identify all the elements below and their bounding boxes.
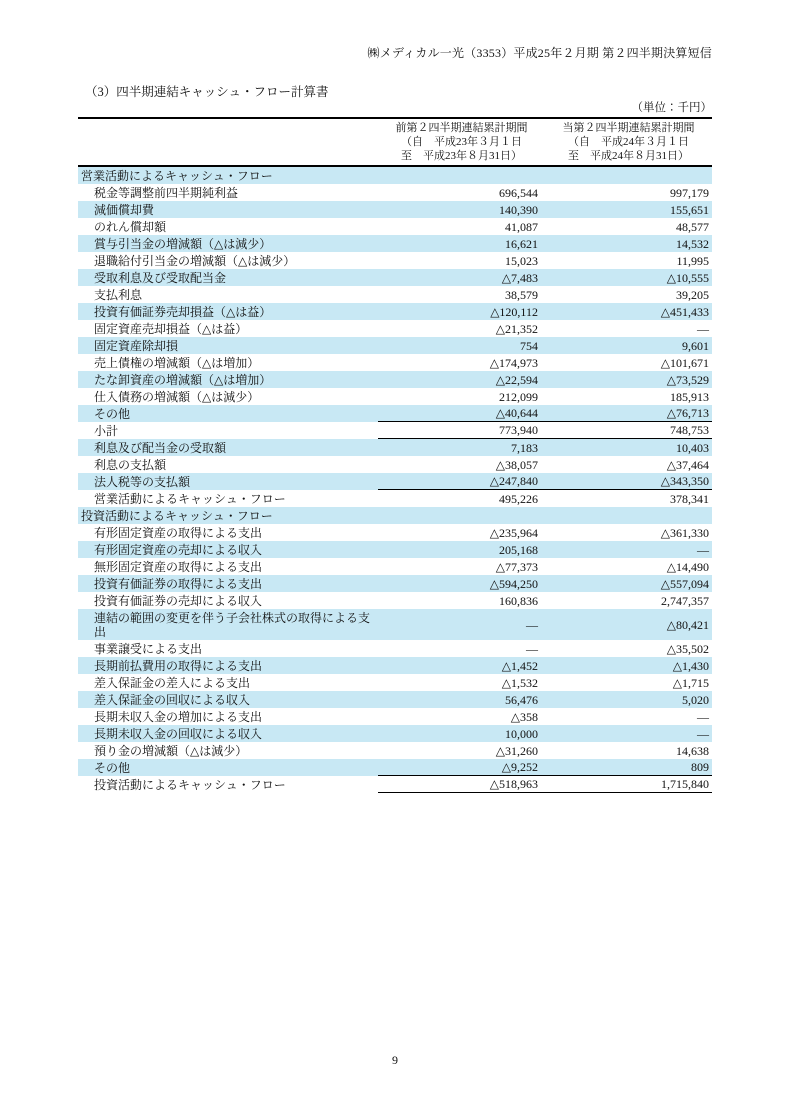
row-label: 利息及び配当金の受取額	[94, 440, 227, 455]
row-value-current: △14,490	[666, 559, 709, 574]
table-row	[78, 218, 712, 235]
row-value-current: △557,094	[660, 576, 709, 591]
current-period-title: 当第２四半期連結累計期間	[562, 122, 695, 134]
row-value-current: △10,555	[666, 270, 709, 285]
row-value-current: △80,421	[666, 617, 709, 632]
row-value-previous: △21,352	[495, 321, 538, 336]
table-row	[78, 490, 712, 507]
row-label: 連結の範囲の変更を伴う子会社株式の取得による支出	[94, 610, 371, 639]
row-value-previous: △77,373	[495, 559, 538, 574]
table-row	[78, 354, 712, 371]
row-label: その他	[94, 406, 131, 421]
row-value-previous: △174,973	[489, 355, 538, 370]
row-value-previous: 7,183	[511, 440, 538, 455]
row-value-current: △76,713	[545, 405, 712, 422]
table-row	[78, 657, 712, 674]
row-value-current: △343,350	[545, 473, 712, 490]
table-row	[78, 388, 712, 405]
row-value-current: ―	[697, 321, 709, 336]
row-label: 営業活動によるキャッシュ・フロー	[94, 491, 286, 506]
table-row	[78, 759, 712, 776]
table-row	[78, 524, 712, 541]
table-row	[78, 320, 712, 337]
row-value-previous: △38,057	[495, 457, 538, 472]
row-label: 投資有価証券の取得による支出	[94, 576, 263, 591]
row-value-previous: △120,112	[490, 304, 538, 319]
row-label: たな卸資産の増減額（△は増加）	[94, 372, 272, 387]
row-label: 預り金の増減額（△は減少）	[94, 743, 248, 758]
row-label: 売上債権の増減額（△は増加）	[94, 355, 260, 370]
table-row	[78, 575, 712, 592]
row-label: 法人税等の支払額	[94, 474, 191, 489]
row-value-previous: △235,964	[489, 525, 538, 540]
row-value-previous: 38,579	[505, 287, 538, 302]
row-value-current: △1,430	[672, 658, 709, 673]
row-value-previous: 10,000	[505, 726, 538, 741]
table-body	[78, 167, 712, 793]
row-value-previous: 696,544	[499, 185, 538, 200]
row-value-previous: △9,252	[378, 759, 545, 776]
unit-label: （単位：千円）	[631, 102, 712, 114]
page-title: （3）四半期連結キャッシュ・フロー計算書	[85, 85, 329, 99]
table-row	[78, 742, 712, 759]
row-value-previous: 205,168	[499, 542, 538, 557]
row-value-current: 378,341	[670, 491, 709, 506]
table-row	[78, 708, 712, 725]
row-value-current: ―	[697, 542, 709, 557]
row-label: 長期未収入金の増加による支出	[94, 709, 263, 724]
row-value-previous: 140,390	[499, 202, 538, 217]
row-label: 支払利息	[94, 287, 143, 302]
page-number: 9	[392, 1053, 398, 1067]
table-row	[78, 776, 712, 793]
row-value-current: 809	[545, 759, 712, 776]
table-row	[78, 725, 712, 742]
row-value-current: △361,330	[660, 525, 709, 540]
table-row	[78, 201, 712, 218]
table-row	[78, 439, 712, 456]
table-row	[78, 640, 712, 657]
row-label: のれん償却額	[94, 219, 167, 234]
row-label: 事業譲受による支出	[94, 641, 203, 656]
table-row	[78, 507, 712, 524]
cash-flow-table	[78, 117, 712, 793]
table-row	[78, 422, 712, 439]
row-value-current: △451,433	[660, 304, 709, 319]
row-label: その他	[94, 760, 131, 775]
row-label: 小計	[94, 423, 119, 438]
row-value-previous: 160,836	[499, 593, 538, 608]
row-value-previous: ―	[526, 617, 538, 632]
table-row	[78, 303, 712, 320]
row-value-current: ―	[697, 709, 709, 724]
table-row	[78, 592, 712, 609]
row-value-current: 185,913	[670, 389, 709, 404]
table-row	[78, 609, 712, 640]
row-value-current: 5,020	[682, 692, 709, 707]
row-label: 仕入債務の増減額（△は減少）	[94, 389, 260, 404]
table-row	[78, 691, 712, 708]
row-value-current: 155,651	[670, 202, 709, 217]
current-period-to: 至 平成24年８月31日）	[568, 150, 689, 162]
row-label: 税金等調整前四半期純利益	[94, 185, 239, 200]
row-value-previous: 56,476	[505, 692, 538, 707]
row-value-current	[545, 507, 712, 524]
row-value-previous: △22,594	[495, 372, 538, 387]
row-value-current: △35,502	[666, 641, 709, 656]
row-label: 利息の支払額	[94, 457, 167, 472]
row-label: 長期前払費用の取得による支出	[94, 658, 263, 673]
table-row	[78, 269, 712, 286]
current-period-from: （自 平成24年３月１日	[568, 136, 689, 148]
row-value-current: 11,995	[676, 253, 709, 268]
table-header-previous-period	[378, 119, 545, 165]
row-label: 営業活動によるキャッシュ・フロー	[81, 168, 273, 183]
row-value-current: △1,715	[672, 675, 709, 690]
row-value-previous: 16,621	[505, 236, 538, 251]
row-label: 投資活動によるキャッシュ・フロー	[94, 777, 286, 792]
row-value-current: 997,179	[670, 185, 709, 200]
row-value-previous: △1,452	[501, 658, 538, 673]
table-row	[78, 558, 712, 575]
table-row	[78, 473, 712, 490]
row-value-previous: △247,840	[378, 473, 545, 490]
row-value-previous	[378, 507, 545, 524]
table-row	[78, 235, 712, 252]
row-value-previous: 212,099	[499, 389, 538, 404]
row-label: 差入保証金の差入による支出	[94, 675, 251, 690]
row-value-current: 48,577	[676, 219, 709, 234]
table-header-label-column	[78, 119, 378, 165]
row-value-current: 9,601	[682, 338, 709, 353]
row-label: 長期未収入金の回収による収入	[94, 726, 263, 741]
table-row	[78, 405, 712, 422]
row-value-previous: ―	[526, 641, 538, 656]
table-row	[78, 456, 712, 473]
row-value-previous: △7,483	[501, 270, 538, 285]
document-header: ㈱メディカル一光（3353）平成25年２月期 第２四半期決算短信	[367, 46, 712, 60]
row-value-previous: △1,532	[501, 675, 538, 690]
row-label: 減価償却費	[94, 202, 155, 217]
table-header-current-period	[545, 119, 712, 165]
table-row	[78, 674, 712, 691]
table-row	[78, 541, 712, 558]
row-label: 差入保証金の回収による収入	[94, 692, 251, 707]
previous-period-from: （自 平成23年３月１日	[401, 136, 522, 148]
row-value-previous: 754	[520, 338, 538, 353]
table-row	[78, 337, 712, 354]
row-label: 退職給付引当金の増減額（△は減少）	[94, 253, 296, 268]
table-row	[78, 371, 712, 388]
row-value-previous: 41,087	[505, 219, 538, 234]
table-header	[78, 117, 712, 167]
row-label: 有形固定資産の取得による支出	[94, 525, 263, 540]
row-label: 投資有価証券の売却による収入	[94, 593, 263, 608]
row-value-previous: 495,226	[499, 491, 538, 506]
row-value-current: 39,205	[676, 287, 709, 302]
table-row	[78, 184, 712, 201]
row-value-previous: 773,940	[378, 422, 545, 439]
row-label: 固定資産除却損	[94, 338, 179, 353]
row-label: 投資有価証券売却損益（△は益）	[94, 304, 272, 319]
row-label: 無形固定資産の取得による支出	[94, 559, 263, 574]
row-value-previous	[378, 167, 545, 184]
row-value-previous: △594,250	[489, 576, 538, 591]
row-value-current: 1,715,840	[545, 776, 712, 793]
row-value-current: 14,532	[676, 236, 709, 251]
row-value-current: △101,671	[660, 355, 709, 370]
previous-period-to: 至 平成23年８月31日）	[401, 150, 522, 162]
row-value-current: 748,753	[545, 422, 712, 439]
table-row	[78, 252, 712, 269]
row-value-current	[545, 167, 712, 184]
row-label: 有形固定資産の売却による収入	[94, 542, 263, 557]
row-value-current: 14,638	[676, 743, 709, 758]
row-value-current: 10,403	[676, 440, 709, 455]
previous-period-title: 前第２四半期連結累計期間	[395, 122, 528, 134]
row-value-current: ―	[697, 726, 709, 741]
row-label: 固定資産売却損益（△は益）	[94, 321, 248, 336]
row-value-current: △37,464	[666, 457, 709, 472]
row-label: 受取利息及び受取配当金	[94, 270, 227, 285]
row-value-current: 2,747,357	[661, 593, 709, 608]
row-value-current: △73,529	[666, 372, 709, 387]
row-value-previous: △40,644	[378, 405, 545, 422]
row-label: 投資活動によるキャッシュ・フロー	[81, 508, 273, 523]
row-value-previous: △31,260	[495, 743, 538, 758]
row-label: 賞与引当金の増減額（△は減少）	[94, 236, 272, 251]
row-value-previous: 15,023	[505, 253, 538, 268]
row-value-previous: △358	[510, 709, 538, 724]
row-value-previous: △518,963	[378, 776, 545, 793]
table-row	[78, 167, 712, 184]
table-row	[78, 286, 712, 303]
